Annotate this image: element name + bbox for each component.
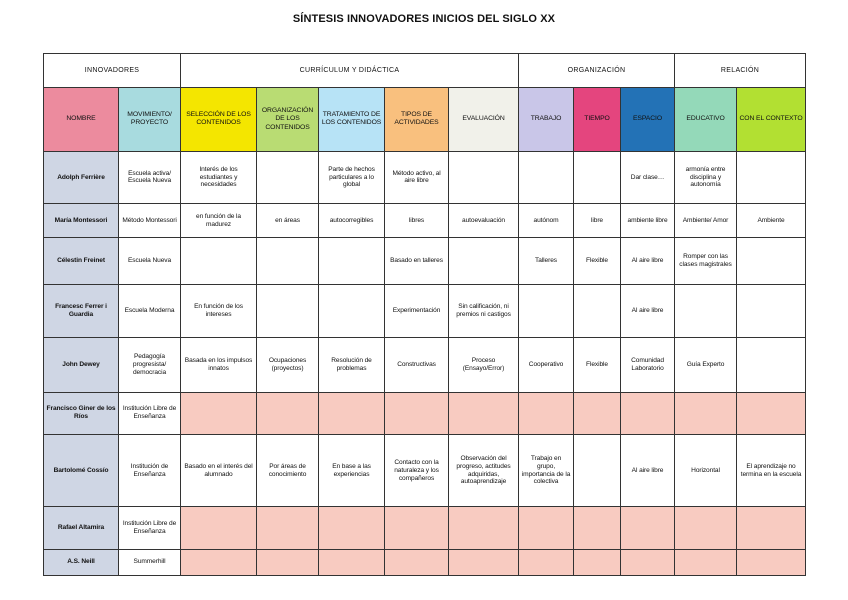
innovator-name-cell: Francesc Ferrer i Guardia (44, 284, 119, 337)
cell-tiempo (574, 151, 621, 203)
cell-educativo: Ambiente/ Amor (675, 204, 737, 238)
cell-trabajo (519, 392, 574, 434)
column-header-row (44, 88, 806, 151)
cell-movimiento: Pedagogía progresista/ democracia (119, 338, 181, 392)
cell-tiempo (574, 549, 621, 575)
cell-contexto (737, 284, 806, 337)
table-row (44, 238, 806, 284)
innovator-name-cell: A.S. Neill (44, 549, 119, 575)
table-row (44, 338, 806, 392)
cell-tratamiento: En base a las experiencias (319, 434, 385, 507)
innovator-name-cell: Bartolomé Cossío (44, 434, 119, 507)
cell-seleccion (181, 392, 257, 434)
cell-tiempo: Flexible (574, 238, 621, 284)
table-row (44, 549, 806, 575)
cell-tipos-actividades (385, 392, 449, 434)
cell-tipos-actividades: Contacto con la naturaleza y los compañeros (385, 434, 449, 507)
group-header-row (44, 54, 806, 88)
cell-movimiento: Escuela Moderna (119, 284, 181, 337)
cell-tratamiento (319, 284, 385, 337)
cell-organizacion-contenidos (257, 284, 319, 337)
innovator-name-cell: Adolph Ferrière (44, 151, 119, 203)
cell-organizacion-contenidos (257, 238, 319, 284)
cell-tiempo (574, 507, 621, 549)
innovator-name-cell: John Dewey (44, 338, 119, 392)
cell-tipos-actividades: libres (385, 204, 449, 238)
cell-espacio: Al aire libre (621, 284, 675, 337)
cell-organizacion-contenidos: en áreas (257, 204, 319, 238)
column-header-seleccion: SELECCIÓN DE LOS CONTENIDOS (181, 88, 257, 151)
cell-evaluacion: autoevaluación (449, 204, 519, 238)
column-header-evaluacion: EVALUACIÓN (449, 88, 519, 151)
cell-espacio: Comunidad Laboratorio (621, 338, 675, 392)
cell-espacio: ambiente libre (621, 204, 675, 238)
cell-evaluacion (449, 392, 519, 434)
cell-tiempo (574, 434, 621, 507)
innovator-name-cell: Francisco Giner de los Ríos (44, 392, 119, 434)
column-header-nombre: NOMBRE (44, 88, 119, 151)
synthesis-table (43, 53, 806, 576)
table-row (44, 392, 806, 434)
cell-tipos-actividades: Constructivas (385, 338, 449, 392)
cell-trabajo: Cooperativo (519, 338, 574, 392)
cell-movimiento: Método Montessori (119, 204, 181, 238)
cell-educativo (675, 284, 737, 337)
column-header-tiempo: TIEMPO (574, 88, 621, 151)
group-innovadores: INNOVADORES (44, 54, 181, 88)
cell-evaluacion (449, 238, 519, 284)
cell-contexto (737, 507, 806, 549)
cell-tiempo: Flexible (574, 338, 621, 392)
cell-seleccion: En función de los intereses (181, 284, 257, 337)
table-row (44, 284, 806, 337)
cell-tratamiento (319, 238, 385, 284)
group-organizacion: ORGANIZACIÓN (519, 54, 675, 88)
cell-educativo (675, 549, 737, 575)
cell-contexto: Ambiente (737, 204, 806, 238)
cell-seleccion (181, 238, 257, 284)
cell-seleccion (181, 549, 257, 575)
cell-tipos-actividades: Basado en talleres (385, 238, 449, 284)
table-row (44, 434, 806, 507)
cell-organizacion-contenidos (257, 549, 319, 575)
cell-tipos-actividades (385, 507, 449, 549)
cell-evaluacion (449, 507, 519, 549)
cell-trabajo: Talleres (519, 238, 574, 284)
cell-evaluacion: Proceso (Ensayo/Error) (449, 338, 519, 392)
cell-movimiento: Institución de Enseñanza (119, 434, 181, 507)
column-header-tipos-actividades: TIPOS DE ACTIVIDADES (385, 88, 449, 151)
cell-tratamiento (319, 549, 385, 575)
cell-contexto (737, 151, 806, 203)
column-header-movimiento: MOVIMIENTO/ PROYECTO (119, 88, 181, 151)
cell-organizacion-contenidos: Ocupaciones (proyectos) (257, 338, 319, 392)
cell-contexto (737, 549, 806, 575)
cell-tipos-actividades (385, 549, 449, 575)
cell-trabajo (519, 284, 574, 337)
cell-tratamiento (319, 507, 385, 549)
column-header-organizacion-contenidos: ORGANIZACIÓN DE LOS CONTENIDOS (257, 88, 319, 151)
cell-espacio (621, 392, 675, 434)
cell-evaluacion (449, 151, 519, 203)
column-header-trabajo: TRABAJO (519, 88, 574, 151)
cell-educativo (675, 392, 737, 434)
column-header-tratamiento: TRATAMIENTO DE LOS CONTENIDOS (319, 88, 385, 151)
group-relacion: RELACIÓN (675, 54, 806, 88)
cell-movimiento: Escuela Nueva (119, 238, 181, 284)
cell-tratamiento (319, 392, 385, 434)
cell-educativo: armonía entre disciplina y autonomía (675, 151, 737, 203)
cell-evaluacion: Observación del progreso, actitudes adquiridas, autoaprendizaje (449, 434, 519, 507)
cell-espacio: Al aire libre (621, 238, 675, 284)
cell-seleccion: Basado en el interés del alumnado (181, 434, 257, 507)
cell-evaluacion (449, 549, 519, 575)
cell-organizacion-contenidos (257, 507, 319, 549)
cell-organizacion-contenidos: Por áreas de conocimiento (257, 434, 319, 507)
cell-tratamiento: Parte de hechos particulares a lo global (319, 151, 385, 203)
cell-organizacion-contenidos (257, 392, 319, 434)
table-row (44, 204, 806, 238)
cell-movimiento: Institución Libre de Enseñanza (119, 392, 181, 434)
cell-trabajo (519, 549, 574, 575)
innovator-name-cell: Célestin Freinet (44, 238, 119, 284)
cell-espacio: Al aire libre (621, 434, 675, 507)
cell-movimiento: Institución Libre de Enseñanza (119, 507, 181, 549)
cell-educativo: Horizontal (675, 434, 737, 507)
cell-organizacion-contenidos (257, 151, 319, 203)
cell-trabajo: autónom (519, 204, 574, 238)
cell-trabajo (519, 151, 574, 203)
cell-evaluacion: Sin calificación, ni premios ni castigos (449, 284, 519, 337)
cell-contexto: El aprendizaje no termina en la escuela (737, 434, 806, 507)
cell-seleccion: Basada en los impulsos innatos (181, 338, 257, 392)
innovator-name-cell: María Montessori (44, 204, 119, 238)
cell-contexto (737, 338, 806, 392)
cell-seleccion: en función de la madurez (181, 204, 257, 238)
cell-seleccion: Interés de los estudiantes y necesidades (181, 151, 257, 203)
cell-espacio (621, 507, 675, 549)
cell-movimiento: Summerhill (119, 549, 181, 575)
cell-tipos-actividades: Experimentación (385, 284, 449, 337)
cell-educativo: Guía Experto (675, 338, 737, 392)
cell-trabajo: Trabajo en grupo, importancia de la colectiva (519, 434, 574, 507)
column-header-educativo: EDUCATIVO (675, 88, 737, 151)
innovator-name-cell: Rafael Altamira (44, 507, 119, 549)
table-row (44, 151, 806, 203)
cell-tiempo (574, 392, 621, 434)
cell-contexto (737, 238, 806, 284)
cell-espacio (621, 549, 675, 575)
table-row (44, 507, 806, 549)
cell-tratamiento: Resolución de problemas (319, 338, 385, 392)
cell-tiempo (574, 284, 621, 337)
cell-espacio: Dar clase… (621, 151, 675, 203)
cell-trabajo (519, 507, 574, 549)
cell-educativo (675, 507, 737, 549)
cell-tratamiento: autocorregibles (319, 204, 385, 238)
document-title: SÍNTESIS INNOVADORES INICIOS DEL SIGLO XX (292, 13, 556, 25)
cell-contexto (737, 392, 806, 434)
cell-seleccion (181, 507, 257, 549)
cell-tipos-actividades: Método activo, al aire libre (385, 151, 449, 203)
cell-movimiento: Escuela activa/ Escuela Nueva (119, 151, 181, 203)
column-header-espacio: ESPACIO (621, 88, 675, 151)
column-header-contexto: CON EL CONTEXTO (737, 88, 806, 151)
cell-educativo: Romper con las clases magistrales (675, 238, 737, 284)
cell-tiempo: libre (574, 204, 621, 238)
group-curriculum: CURRÍCULUM Y DIDÁCTICA (181, 54, 519, 88)
